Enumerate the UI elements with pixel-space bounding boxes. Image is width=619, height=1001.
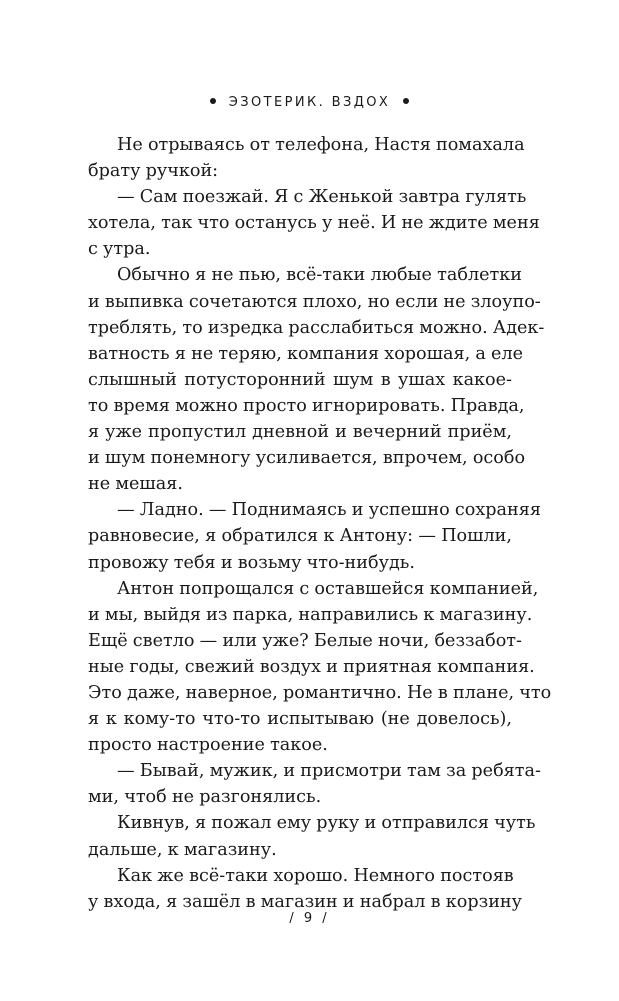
- text-line: ные годы, свежий воздух и приятная компания.: [88, 656, 535, 677]
- text-line: равновесие, я обратился к Антону: — Пошли,: [88, 526, 512, 547]
- text-line: у входа, я зашёл в магазин и набрал в корзину: [88, 891, 523, 912]
- text-line: провожу тебя и возьму что-нибудь.: [88, 552, 415, 573]
- dot-icon: [210, 98, 216, 104]
- text-line: и мы, выйдя из парка, направились к магазину.: [88, 604, 533, 625]
- text-line: — Ладно. — Поднимаясь и успешно сохраняя: [117, 500, 541, 521]
- running-header: [0, 94, 619, 112]
- text-line: Кивнув, я пожал ему руку и отправился чуть: [117, 813, 536, 834]
- text-line: Антон попрощался с оставшейся компанией,: [117, 578, 539, 599]
- text-line: я уже пропустил дневной и вечерний приём,: [88, 422, 512, 443]
- text-line: Ещё светло — или уже? Белые ночи, беззабот-: [88, 630, 522, 651]
- text-line: и выпивка сочетаются плохо, но если не злоупо-: [88, 291, 541, 312]
- text-line: — Бывай, мужик, и присмотри там за ребята-: [117, 761, 541, 782]
- text-line: я к кому-то что-то испытываю (не довелось),: [88, 709, 512, 730]
- text-line: и шум понемногу усиливается, впрочем, особо: [88, 448, 526, 469]
- text-line: дальше, к магазину.: [88, 839, 277, 860]
- text-line: слышный потусторонний шум в ушах какое-: [88, 369, 512, 390]
- text-line: треблять, то изредка расслабиться можно. Адек-: [88, 317, 545, 338]
- text-line: Не отрываясь от телефона, Настя помахала: [117, 135, 525, 155]
- text-body: [88, 132, 552, 915]
- text-line: не мешая.: [88, 474, 183, 495]
- text-line: Как же всё-таки хорошо. Немного постояв: [117, 865, 514, 886]
- text-line: ми, чтоб не разгонялись.: [88, 787, 322, 808]
- text-line: то время можно просто игнорировать. Правда,: [88, 395, 525, 416]
- text-line: просто настроение такое.: [88, 735, 328, 756]
- text-line: Это даже, наверное, романтично. Не в плане, что: [88, 682, 552, 703]
- text-line: с утра.: [88, 239, 151, 260]
- text-line: хотела, так что останусь у неё. И не ждите меня: [88, 213, 540, 234]
- page-number: / 9 /: [289, 911, 330, 926]
- text-line: брату ручкой:: [88, 161, 219, 182]
- running-header-title: ЭЗОТЕРИК. ВЗДОХ: [228, 95, 391, 110]
- text-line: Обычно я не пью, всё-таки любые таблетки: [117, 265, 522, 286]
- text-line: ватность я не теряю, компания хорошая, а еле: [88, 343, 524, 364]
- dot-icon: [403, 98, 409, 104]
- text-line: — Сам поезжай. Я с Женькой завтра гулять: [117, 187, 527, 208]
